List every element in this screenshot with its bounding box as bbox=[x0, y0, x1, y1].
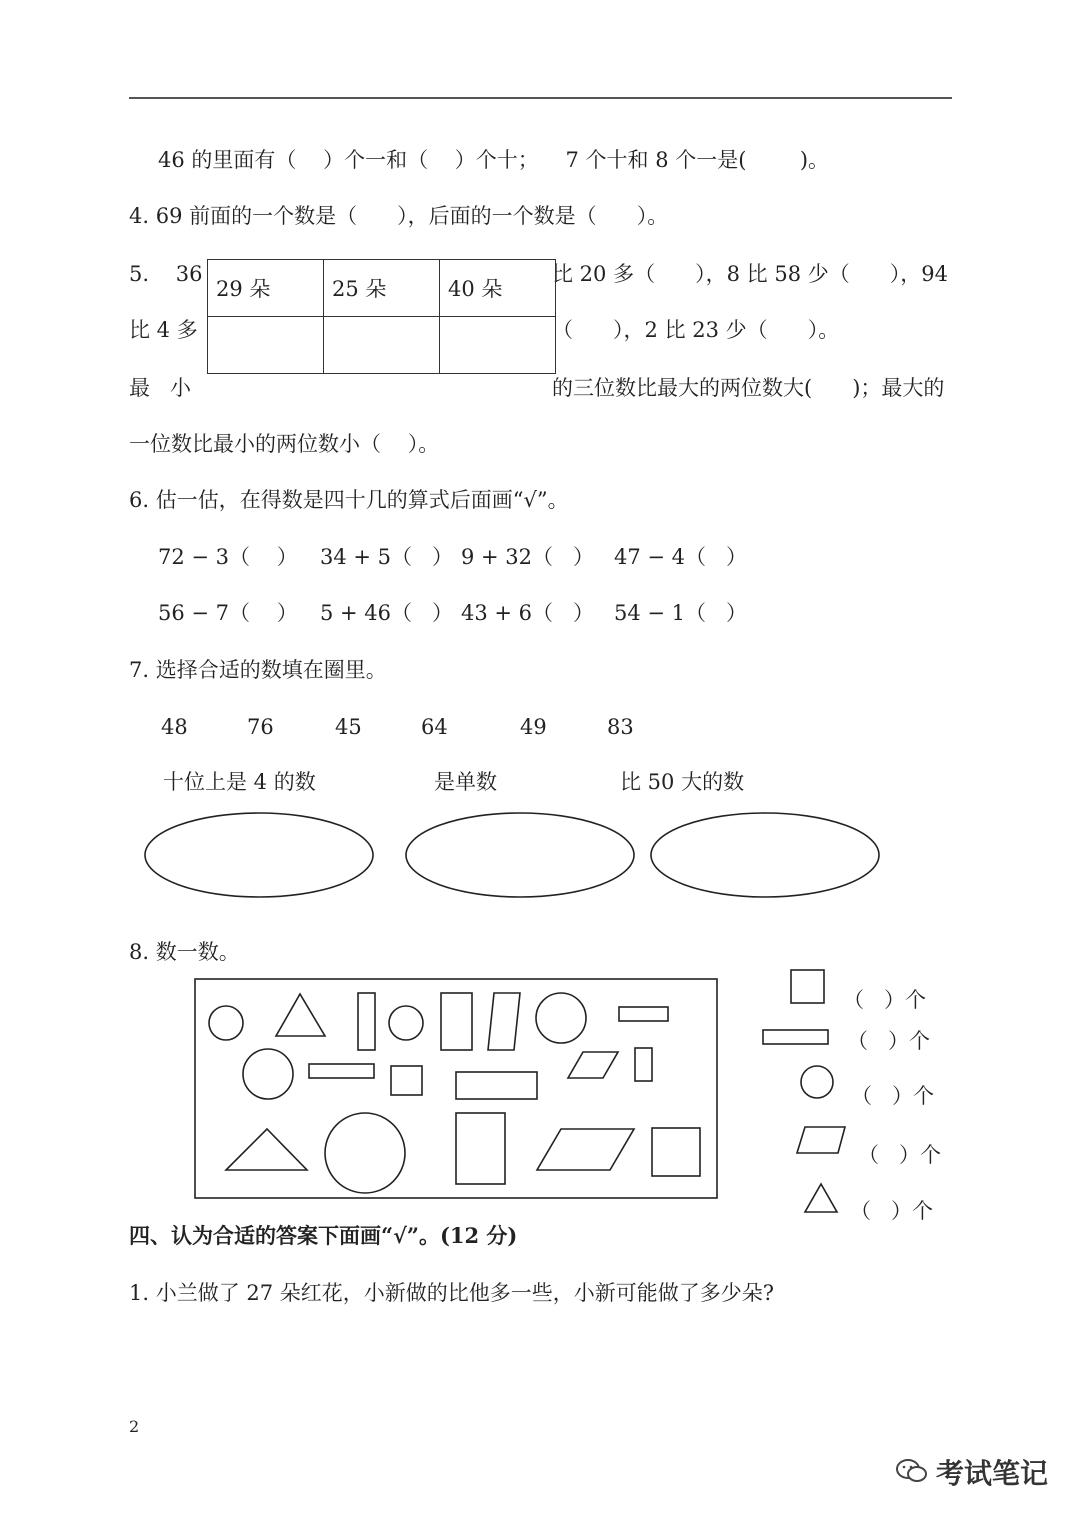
shape-circle bbox=[536, 993, 586, 1043]
q7-number: 64 bbox=[421, 715, 448, 739]
answer-oval-1 bbox=[145, 813, 373, 897]
count-triangle: （ ）个 bbox=[850, 1199, 934, 1223]
legend-square bbox=[791, 970, 824, 1003]
shape-square bbox=[652, 1128, 700, 1176]
count-rectangle: （ ）个 bbox=[847, 1029, 931, 1053]
flower-cell-1: 29 朵 bbox=[208, 260, 324, 317]
answer-oval-2 bbox=[406, 813, 634, 897]
shape-circle bbox=[243, 1049, 293, 1099]
question-5-right-1: 比 20 多（ ），8 比 58 少（ ），94 bbox=[552, 262, 949, 286]
q7-number: 45 bbox=[335, 715, 362, 739]
shape-parallelogram bbox=[488, 993, 520, 1050]
q6-expr: 72 − 3（ ） bbox=[158, 545, 298, 569]
shape-rectangle bbox=[456, 1113, 505, 1184]
question-6-title: 6. 估一估，在得数是四十几的算式后面画“√”。 bbox=[129, 488, 569, 512]
q7-circle-label: 比 50 大的数 bbox=[620, 770, 745, 794]
shape-square bbox=[391, 1066, 422, 1095]
q6-expr: 9 + 32（ ） bbox=[461, 545, 595, 569]
shape-rectangle bbox=[309, 1064, 374, 1078]
shape-rectangle bbox=[358, 993, 375, 1050]
q7-number: 49 bbox=[520, 715, 547, 739]
q7-number: 48 bbox=[161, 715, 188, 739]
question-5-left-3: 最 小 bbox=[129, 376, 192, 400]
question-5-line-4: 一位数比最小的两位数小（ ）。 bbox=[129, 432, 440, 456]
q6-expr: 54 − 1（ ） bbox=[614, 601, 748, 625]
page-number: 2 bbox=[129, 1417, 140, 1436]
question-5-left-2: 比 4 多 bbox=[129, 318, 198, 342]
shape-rectangle bbox=[635, 1048, 652, 1081]
shape-rectangle bbox=[441, 993, 472, 1050]
shape-rectangle bbox=[456, 1072, 537, 1099]
q6-expr: 5 + 46（ ） bbox=[320, 601, 454, 625]
shape-triangle bbox=[276, 994, 325, 1036]
question-7-title: 7. 选择合适的数填在圈里。 bbox=[129, 658, 387, 682]
section-4-question-1: 1. 小兰做了 27 朵红花，小新做的比他多一些，小新可能做了多少朵? bbox=[129, 1281, 775, 1305]
flower-cell-3: 40 朵 bbox=[440, 260, 556, 317]
shape-triangle bbox=[226, 1129, 307, 1170]
count-circle: （ ）个 bbox=[851, 1084, 935, 1108]
legend-circle bbox=[801, 1066, 833, 1098]
shape-circle bbox=[325, 1113, 405, 1193]
legend-rectangle bbox=[763, 1030, 828, 1044]
shape-rectangle bbox=[619, 1007, 668, 1021]
answer-oval-3 bbox=[651, 813, 879, 897]
question-8-title: 8. 数一数。 bbox=[129, 940, 240, 964]
shape-circle bbox=[389, 1006, 423, 1040]
question-5-right-2: （ ），2 比 23 少（ ）。 bbox=[552, 318, 840, 342]
question-3-line: 46 的里面有（ ）个一和（ ）个十； 7 个十和 8 个一是( )。 bbox=[158, 148, 830, 172]
question-5-label: 5. 36 bbox=[129, 262, 203, 286]
section-4-heading: 四、认为合适的答案下面画“√”。(12 分) bbox=[129, 1223, 518, 1248]
q7-number: 76 bbox=[247, 715, 274, 739]
q7-circle-label: 十位上是 4 的数 bbox=[163, 770, 316, 794]
question-5-right-3: 的三位数比最大的两位数大( )；最大的 bbox=[552, 376, 945, 400]
legend-triangle bbox=[805, 1184, 837, 1212]
count-parallelogram: （ ）个 bbox=[858, 1143, 942, 1167]
shape-parallelogram bbox=[537, 1129, 634, 1170]
q6-expr: 43 + 6（ ） bbox=[461, 601, 595, 625]
flower-cell-2: 25 朵 bbox=[324, 260, 440, 317]
q7-circle-label: 是单数 bbox=[434, 770, 497, 794]
count-square: （ ）个 bbox=[843, 988, 927, 1012]
q7-number: 83 bbox=[607, 715, 634, 739]
q6-expr: 47 − 4（ ） bbox=[614, 545, 748, 569]
q6-expr: 34 + 5（ ） bbox=[320, 545, 454, 569]
watermark-text: 考试笔记 bbox=[936, 1457, 1049, 1490]
shape-circle bbox=[209, 1006, 243, 1040]
shape-parallelogram bbox=[568, 1052, 618, 1078]
legend-parallelogram bbox=[797, 1127, 845, 1153]
q6-expr: 56 − 7（ ） bbox=[158, 601, 298, 625]
wechat-icon bbox=[895, 1458, 929, 1484]
question-4-line: 4. 69 前面的一个数是（ ），后面的一个数是（ ）。 bbox=[129, 204, 669, 228]
